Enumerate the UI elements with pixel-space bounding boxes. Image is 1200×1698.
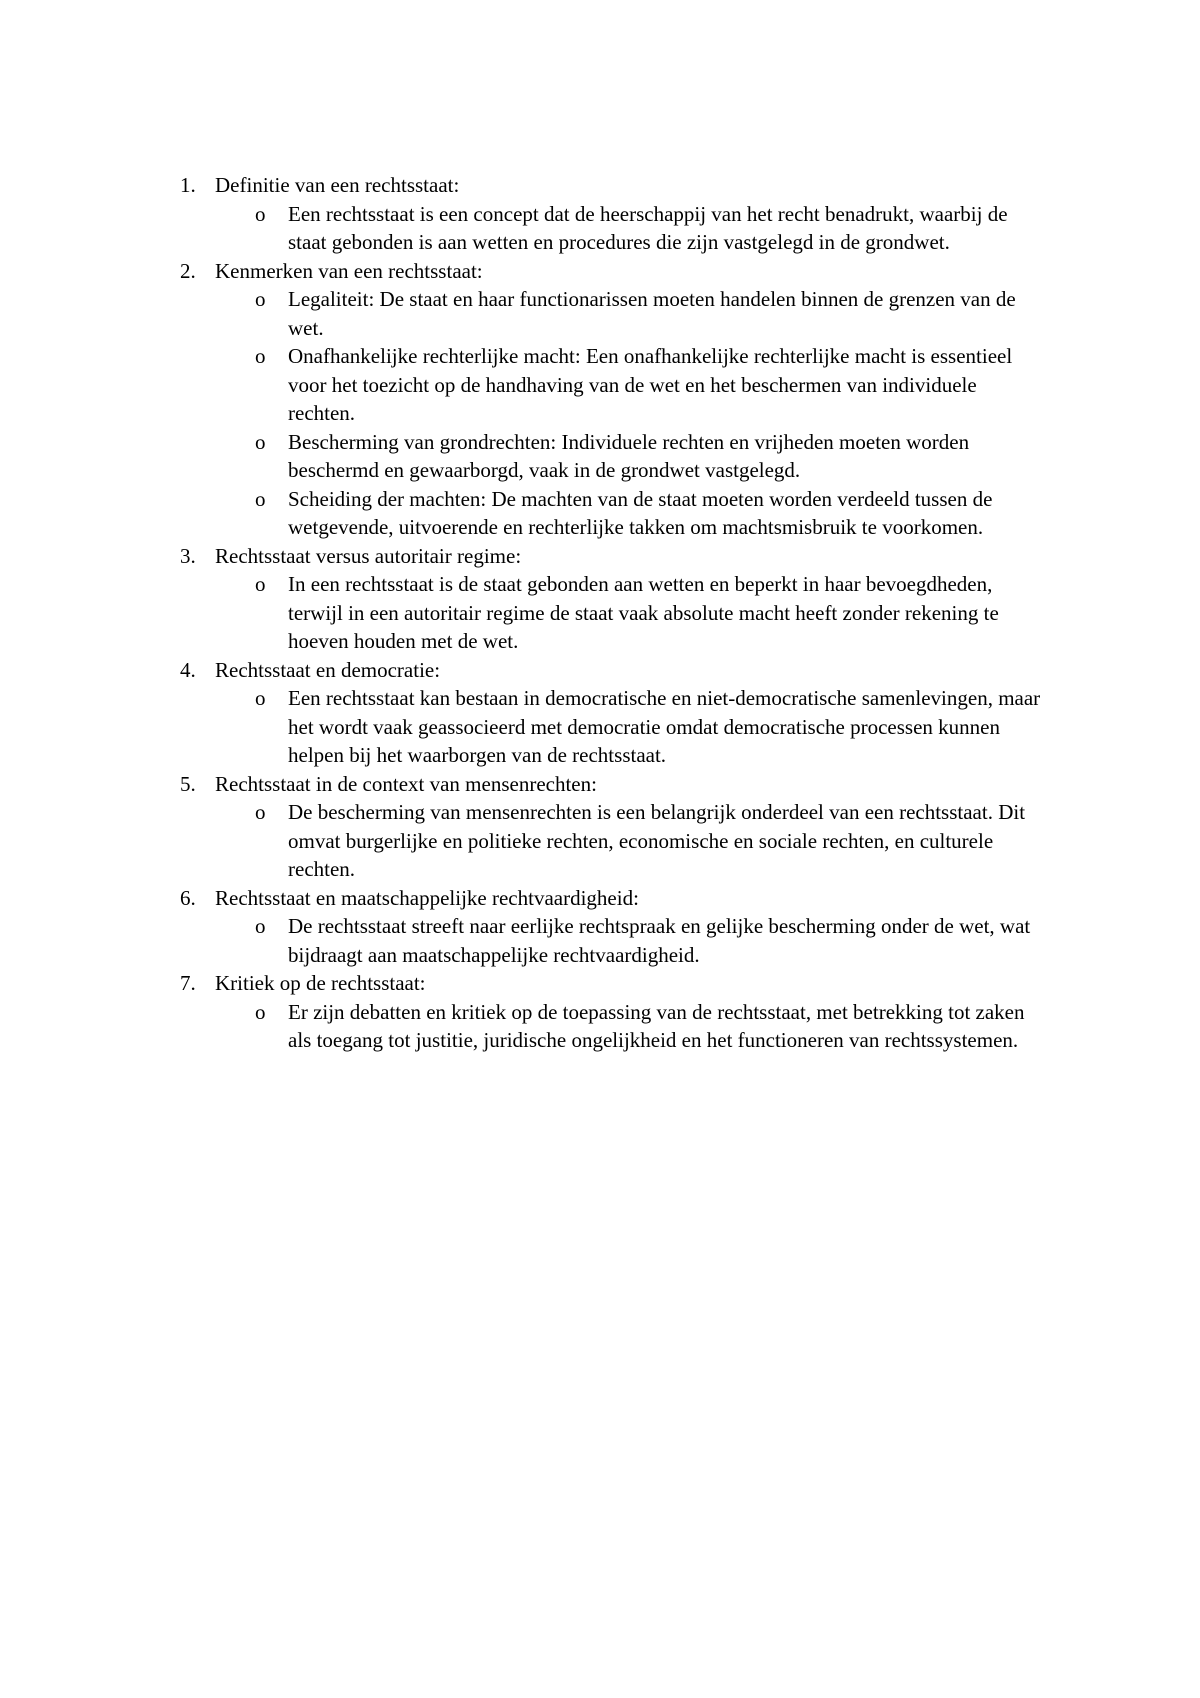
sub-item-text: Een rechtsstaat is een concept dat de heerschappij van het recht benadrukt, waarbij de staat gebonden is aan wetten en procedures die zijn vastgelegd in de grondwet. [288,201,1008,254]
sub-list-item [215,798,1048,884]
item-number: 5. [180,771,196,796]
item-number: 6. [180,885,196,910]
item-number: 4. [180,657,196,682]
circle-bullet-icon: o [255,800,266,824]
sub-item-text: Onafhankelijke rechterlijke macht: Een onafhankelijke rechterlijke macht is essentieel voor het toezicht op de handhaving van de wet en het beschermen van individuele rechten. [288,344,1013,425]
item-heading: Kritiek op de rechtsstaat: [215,971,426,995]
circle-bullet-icon: o [255,344,266,368]
outline-item [170,770,1070,884]
outline-item [170,656,1070,770]
numbered-outline [170,171,1070,1055]
sub-item-text: Legaliteit: De staat en haar functionarissen moeten handelen binnen de grenzen van de wet. [288,287,1016,340]
sub-item-text: In een rechtsstaat is de staat gebonden aan wetten en beperkt in haar bevoegdheden, terwijl in een autoritair regime de staat vaak absolute macht heeft zonder rekening te hoeven houden met de wet. [288,572,999,653]
sub-list-item [215,285,1048,342]
item-number: 3. [180,543,196,568]
circle-bullet-icon: o [255,572,266,596]
sub-list-item [215,570,1048,656]
sub-list [215,285,1070,542]
item-heading: Rechtsstaat en democratie: [215,657,441,682]
sub-item-text: Er zijn debatten en kritiek op de toepassing van de rechtsstaat, met betrekking tot zaken als toegang tot justitie, juridische ongelijkheid en het functioneren van rechtssystemen. [288,999,1025,1052]
outline-item [170,257,1070,542]
outline-item [170,542,1070,656]
circle-bullet-icon: o [255,486,266,511]
item-number: 1. [180,173,196,197]
sub-list [215,798,1070,884]
item-heading: Rechtsstaat en maatschappelijke rechtvaardigheid: [215,885,639,910]
sub-list-item [215,998,1048,1055]
outline-item [170,884,1070,970]
item-heading: Definitie van een rechtsstaat: [215,173,460,197]
sub-list-item [215,200,1048,257]
circle-bullet-icon: o [255,686,266,710]
circle-bullet-icon: o [255,287,266,311]
circle-bullet-icon: o [255,201,266,226]
sub-list [215,998,1070,1055]
sub-item-text: Een rechtsstaat kan bestaan in democratische en niet-democratische samenlevingen, maar het wordt vaak geassocieerd met democratie omdat democratische processen kunnen helpen bij het waarborgen van de rechtsstaat. [288,686,1041,767]
sub-item-text: De bescherming van mensenrechten is een belangrijk onderdeel van een rechtsstaat. Dit omvat burgerlijke en politieke rechten, economische en sociale rechten, en culturele rechten. [288,800,1026,881]
circle-bullet-icon: o [255,914,266,938]
item-heading: Rechtsstaat in de context van mensenrechten: [215,771,597,796]
sub-list-item [215,485,1048,542]
sub-item-text: Bescherming van grondrechten: Individuele rechten en vrijheden moeten worden beschermd en gewaarborgd, vaak in de grondwet vastgelegd. [288,429,970,482]
item-heading: Rechtsstaat versus autoritair regime: [215,543,522,568]
sub-item-text: Scheiding der machten: De machten van de staat moeten worden verdeeld tussen de wetgevende, uitvoerende en rechterlijke takken om machtsmisbruik te voorkomen. [288,486,993,539]
outline-item [170,171,1070,257]
sub-list [215,570,1070,656]
sub-list-item [215,684,1048,770]
sub-list-item [215,342,1048,428]
outline-item [170,969,1070,1055]
sub-list [215,912,1070,969]
item-number: 7. [180,971,196,995]
circle-bullet-icon: o [255,429,266,454]
sub-list-item [215,428,1048,485]
circle-bullet-icon: o [255,999,266,1024]
item-heading: Kenmerken van een rechtsstaat: [215,258,483,283]
sub-item-text: De rechtsstaat streeft naar eerlijke rechtspraak en gelijke bescherming onder de wet, wat bijdraagt aan maatschappelijke rechtvaardigheid. [288,914,1031,967]
item-number: 2. [180,258,196,283]
sub-list [215,684,1070,770]
sub-list-item [215,912,1048,969]
sub-list [215,200,1070,257]
